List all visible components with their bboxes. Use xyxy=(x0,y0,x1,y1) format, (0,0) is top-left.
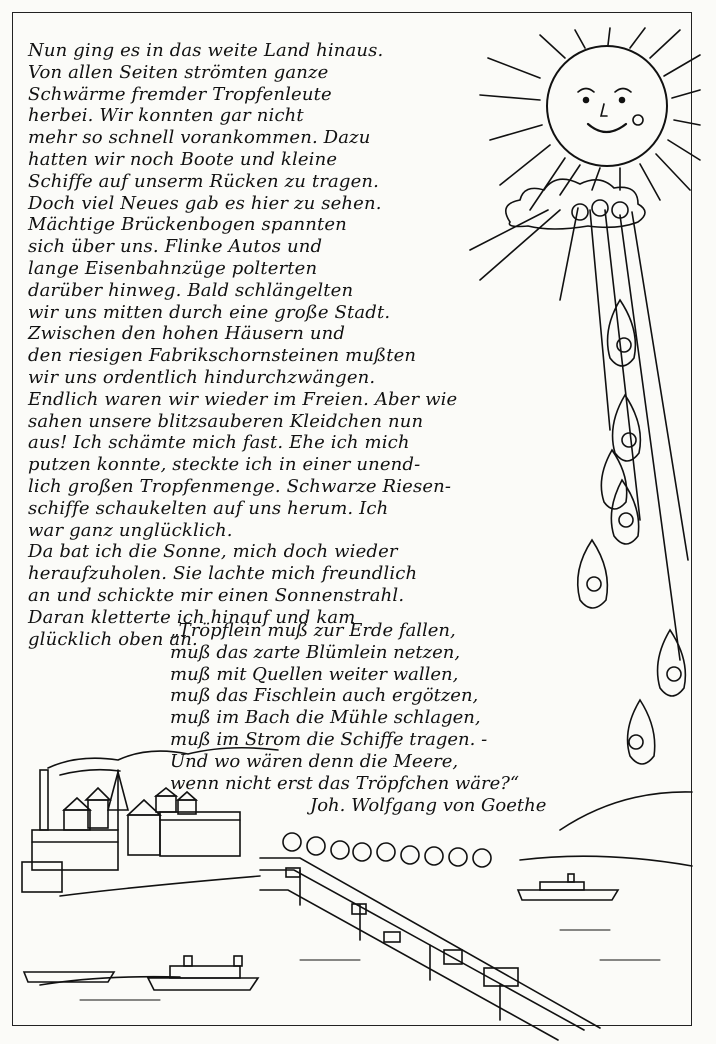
poem-line: Und wo wären denn die Meere, xyxy=(170,750,459,772)
story-text xyxy=(28,40,608,650)
poem-line: wenn nicht erst das Tröpfchen wäre?“ xyxy=(170,772,520,794)
story-line: Schwärme fremder Tropfenleute xyxy=(28,83,332,105)
poem-author: Joh. Wolfgang von Goethe xyxy=(310,795,547,816)
story-line: sahen unsere blitzsauberen Kleidchen nun xyxy=(28,410,424,432)
poem-line: „Tröpflein muß zur Erde fallen, xyxy=(170,620,456,641)
story-line: putzen konnte, steckte ich in einer unend- xyxy=(28,454,421,476)
ship-icon xyxy=(24,874,618,990)
trees-icon xyxy=(283,833,491,867)
story-line: Mächtige Brückenbogen spannten xyxy=(28,214,347,236)
story-line: den riesigen Fabrikschornsteinen mußten xyxy=(28,345,417,367)
story-line: wir uns mitten durch eine große Stadt. xyxy=(28,301,391,323)
story-line: Endlich waren wir wieder im Freien. Aber wie xyxy=(28,388,458,410)
poem-line: muß im Strom die Schiffe tragen. - xyxy=(170,728,488,750)
poem-line: muß das Fischlein auch ergötzen, xyxy=(170,685,479,707)
story-line: sich über uns. Flinke Autos und xyxy=(28,236,323,258)
story-line: Daran kletterte ich hinauf und kam xyxy=(28,606,356,628)
story-line: heraufzuholen. Sie lachte mich freundlich xyxy=(28,563,418,585)
story-line: darüber hinweg. Bald schlängelten xyxy=(28,279,354,301)
story-line: glücklich oben an. xyxy=(28,628,198,650)
poem-line: muß das zarte Blümlein netzen, xyxy=(170,641,461,663)
story-line: mehr so schnell vorankommen. Dazu xyxy=(28,127,371,149)
story-line: an und schickte mir einen Sonnenstrahl. xyxy=(28,584,405,606)
bridge-icon xyxy=(260,858,600,1040)
poem-line: muß mit Quellen weiter wallen, xyxy=(170,663,459,685)
story-line: wir uns ordentlich hindurchzwängen. xyxy=(28,366,376,388)
story-line: aus! Ich schämte mich fast. Ehe ich mich xyxy=(28,432,410,454)
story-line: Zwischen den hohen Häusern und xyxy=(28,323,346,345)
story-line: lange Eisenbahnzüge polterten xyxy=(28,257,318,279)
story-line: herbei. Wir konnten gar nicht xyxy=(28,105,304,127)
poem-line: muß im Bach die Mühle schlagen, xyxy=(170,707,481,729)
landscape-icon xyxy=(40,792,692,985)
story-line: Doch viel Neues gab es hier zu sehen. xyxy=(28,192,382,214)
goethe-poem xyxy=(170,620,600,794)
story-line: Schiffe auf unserm Rücken zu tragen. xyxy=(28,170,379,192)
story-line: Von allen Seiten strömten ganze xyxy=(28,61,329,83)
story-line: hatten wir noch Boote und kleine xyxy=(28,148,338,170)
story-line: lich großen Tropfenmenge. Schwarze Riesen- xyxy=(28,475,452,497)
story-line: schiffe schaukelten auf uns herum. Ich xyxy=(28,497,389,519)
story-line: Da bat ich die Sonne, mich doch wieder xyxy=(28,541,398,563)
story-line: Nun ging es in das weite Land hinaus. xyxy=(28,40,384,61)
story-line: war ganz unglücklich. xyxy=(28,519,233,541)
